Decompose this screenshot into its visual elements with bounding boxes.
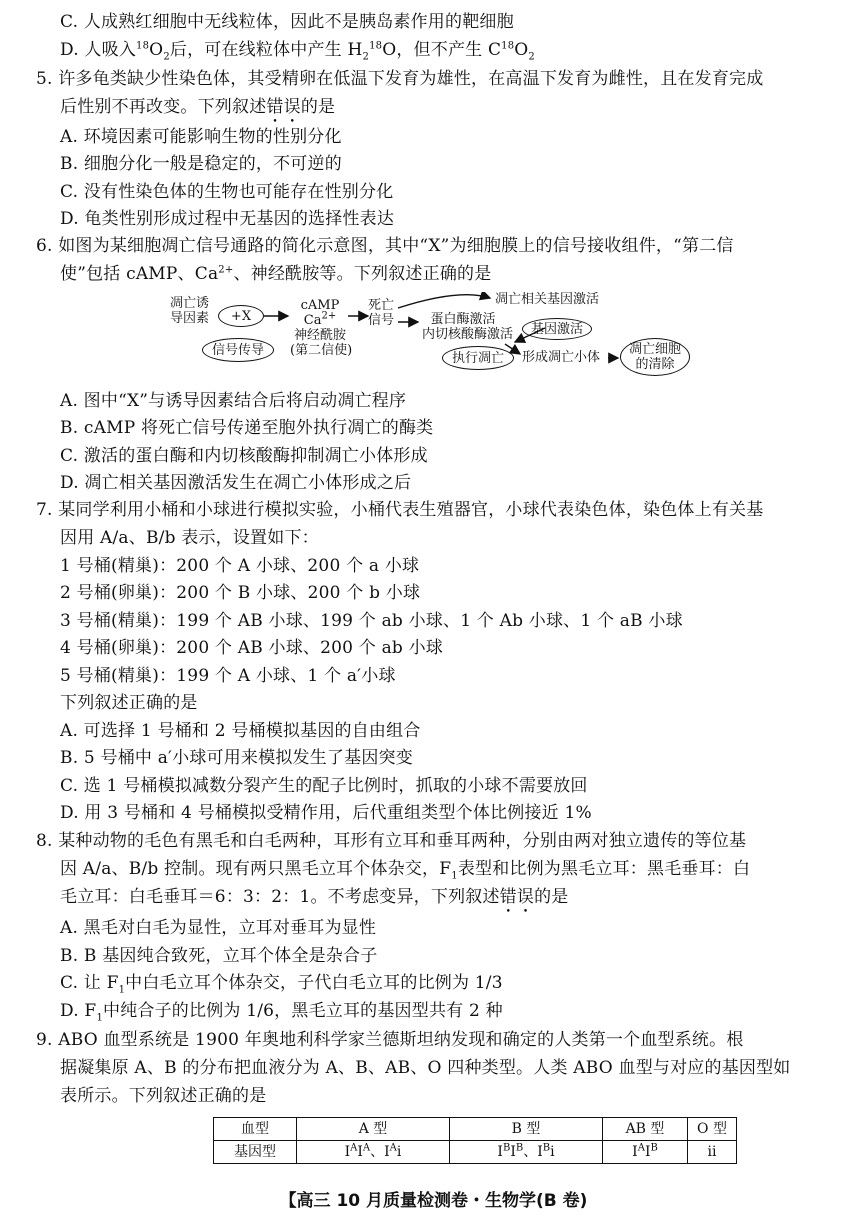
q4-option-c: C. 人成熟红细胞中无线粒体，因此不是胰岛素作用的靶细胞: [60, 12, 514, 32]
q6-option-a: A. 图中“X”与诱导因素结合后将启动凋亡程序: [60, 391, 407, 411]
page-footer: 【高三 10 月质量检测卷・生物学(B 卷): [279, 1191, 588, 1211]
q9-stem-1: 9. ABO 血型系统是 1900 年奥地利科学家兰德斯坦纳发现和确定的人类第一个血型系统。根: [36, 1030, 744, 1050]
death-signal-label: 死亡 信号: [368, 298, 395, 328]
q7-stem-1: 7. 某同学利用小桶和小球进行模拟实验，小桶代表生殖器官，小球代表染色体，染色体上有关基: [36, 500, 764, 520]
q8-stem-2: 因 A/a、B/b 控制。现有两只黑毛立耳个体杂交，$F_1$表型和比例为黑毛立耳：黑毛垂耳：白: [60, 859, 751, 882]
blood-type-table: [213, 1117, 737, 1164]
q7-bucket-5: 5 号桶(精巢)：199 个 A 小球、1 个 a′小球: [60, 666, 396, 686]
q5-option-c: C. 没有性染色体的生物也可能存在性别分化: [60, 182, 394, 202]
q8-stem-3: 毛立耳：白毛垂耳＝6：3：2：1。不考虑变异，下列叙述错误的是: [60, 887, 569, 907]
genotype-ab-cell: $I^AI^B$: [603, 1141, 688, 1164]
q8-option-b: B. B 基因纯合致死，立耳个体全是杂合子: [60, 946, 378, 966]
q5-stem-2: 后性别不再改变。下列叙述错误的是: [60, 97, 336, 117]
gene-activation-label: 凋亡相关基因激活: [495, 292, 600, 307]
q5-option-d: D. 龟类性别形成过程中无基因的选择性表达: [60, 209, 395, 229]
q7-option-b: B. 5 号桶中 a′小球可用来模拟发生了基因突变: [60, 748, 413, 768]
apoptosis-diagram: [160, 292, 680, 404]
q7-bucket-3: 3 号桶(精巢)：199 个 AB 小球、199 个 ab 小球、1 个 Ab 小球、1 个 aB 小球: [60, 611, 683, 631]
table-header-cell: A 型: [297, 1118, 450, 1141]
q5-option-a: A. 环境因素可能影响生物的性别分化: [60, 127, 342, 147]
q7-stem-2: 因用 A/a、B/b 表示，设置如下：: [60, 528, 319, 548]
q5-option-b: B. 细胞分化一般是稳定的，不可逆的: [60, 154, 342, 174]
genotype-b-cell: $I^BI^B$、$I^Bi$: [450, 1141, 603, 1164]
q6-stem-2: 使”包括 cAMP、$Ca^{2+}$、神经酰胺等。下列叙述正确的是: [60, 264, 492, 284]
enzyme-activation-label: 蛋白酶激活 内切核酸酶激活: [422, 312, 514, 342]
q6-option-b: B. cAMP 将死亡信号传递至胞外执行凋亡的酶类: [60, 418, 434, 438]
q7-bucket-4: 4 号桶(卵巢)：200 个 AB 小球、200 个 ab 小球: [60, 638, 443, 658]
q7-stem-3: 下列叙述正确的是: [60, 693, 198, 713]
q8-option-d: D. $F_1$中纯合子的比例为 1/6，黑毛立耳的基因型共有 2 种: [60, 1001, 503, 1024]
table-row: [214, 1141, 737, 1164]
apoptotic-body-label: 形成凋亡小体: [522, 350, 601, 365]
q7-bucket-1: 1 号桶(精巢)：200 个 A 小球、200 个 a 小球: [60, 556, 420, 576]
q9-stem-3: 表所示。下列叙述正确的是: [60, 1086, 267, 1106]
signal-transduction-oval: 信号传导: [202, 338, 274, 362]
q7-bucket-2: 2 号桶(卵巢)：200 个 B 小球、200 个 b 小球: [60, 583, 421, 603]
q5-stem-1: 5. 许多龟类缺少性染色体，其受精卵在低温下发育为雄性，在高温下发育为雌性，且在发育完成: [36, 69, 764, 89]
q8-stem-1: 8. 某种动物的毛色有黑毛和白毛两种，耳形有立耳和垂耳两种，分别由两对独立遗传的等位基: [36, 831, 747, 851]
table-header-cell: B 型: [450, 1118, 603, 1141]
q8-option-c: C. 让 $F_1$中白毛立耳个体杂交，子代白毛立耳的比例为 1/3: [60, 973, 503, 996]
gene-activation-oval: 基因激活: [522, 318, 592, 340]
q8-option-a: A. 黑毛对白毛为显性，立耳对垂耳为显性: [60, 918, 377, 938]
q9-stem-2: 据凝集原 A、B 的分布把血液分为 A、B、AB、O 四种类型。人类 ABO 血型与对应的基因型如: [60, 1058, 791, 1078]
q7-option-c: C. 选 1 号桶模拟减数分裂产生的配子比例时，抓取的小球不需要放回: [60, 776, 588, 796]
second-messenger-group: cAMP $Ca^{2+}$ 神经酰胺 (第二信使): [290, 298, 353, 358]
q4-option-d: D. 人吸入$^{18}O_2$后，可在线粒体中产生 $H_2^{18}O$，但不产生 $C^{18}O_2$: [60, 40, 535, 63]
table-row-label: 基因型: [214, 1141, 297, 1164]
inducer-label: 凋亡诱 导因素: [170, 296, 210, 326]
table-header-cell: O 型: [688, 1118, 737, 1141]
table-header-cell: 血型: [214, 1118, 297, 1141]
q6-option-d: D. 凋亡相关基因激活发生在凋亡小体形成之后: [60, 473, 412, 493]
q7-option-d: D. 用 3 号桶和 4 号桶模拟受精作用，后代重组类型个体比例接近 1%: [60, 803, 592, 823]
q6-stem-1: 6. 如图为某细胞凋亡信号通路的简化示意图，其中“X”为细胞膜上的信号接收组件，“第二信: [36, 236, 734, 256]
q7-option-a: A. 可选择 1 号桶和 2 号桶模拟基因的自由组合: [60, 721, 421, 741]
cell-clearance-oval: 凋亡细胞 的清除: [620, 338, 690, 376]
genotype-a-cell: $I^AI^A$、$I^Ai$: [297, 1141, 450, 1164]
genotype-o-cell: ii: [688, 1141, 737, 1164]
x-receptor-oval: +X: [218, 305, 264, 327]
execute-apoptosis-oval: 执行凋亡: [442, 346, 514, 370]
table-header-row: [214, 1118, 737, 1141]
table-header-cell: AB 型: [603, 1118, 688, 1141]
q6-option-c: C. 激活的蛋白酶和内切核酸酶抑制凋亡小体形成: [60, 446, 428, 466]
